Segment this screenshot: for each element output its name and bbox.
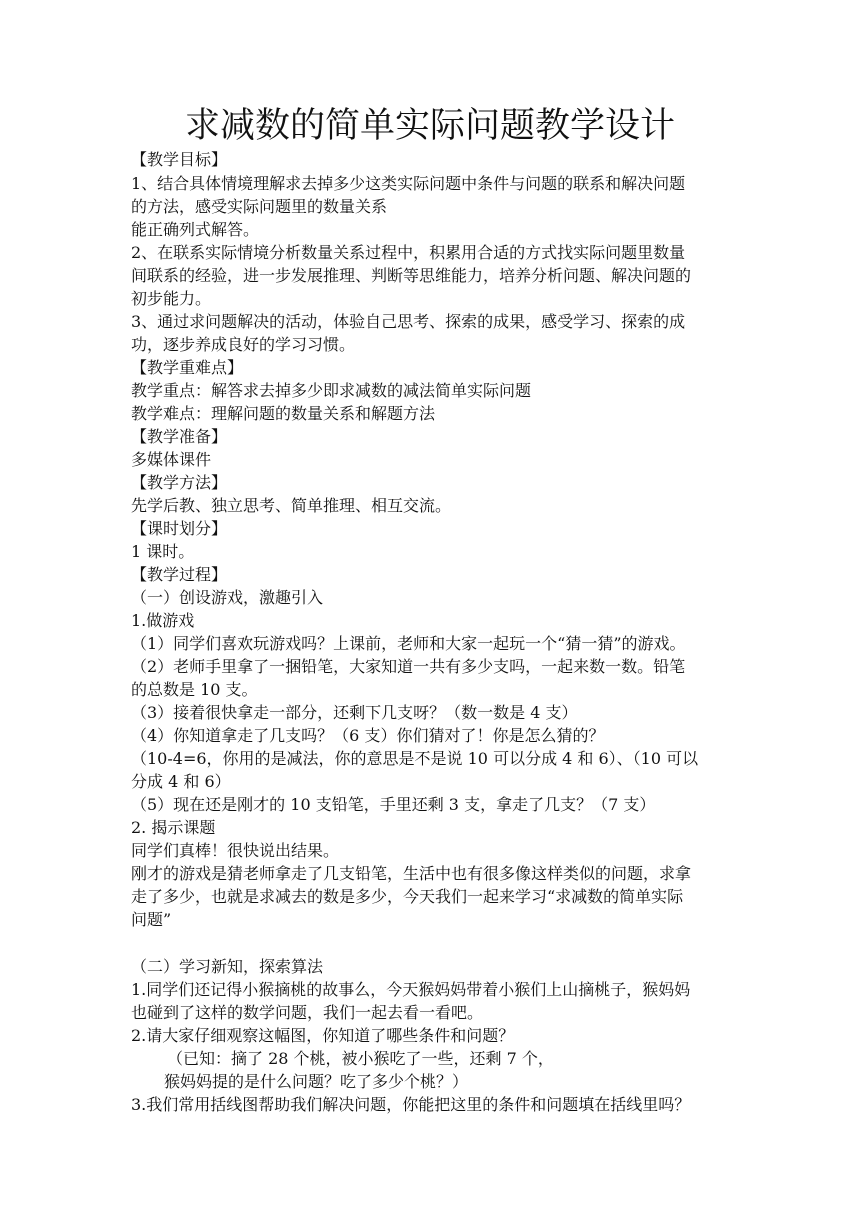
text-line: 1、结合具体情境理解求去掉多少这类实际问题中条件与问题的联系和解决问题 — [131, 174, 686, 193]
section-heading-preparation: 【教学准备】 — [131, 427, 228, 446]
subsection-heading: （二）学习新知，探索算法 — [131, 957, 324, 976]
text-line: 功，逐步养成良好的学习习惯。 — [131, 335, 356, 354]
text-line: 分成 4 和 6） — [131, 772, 231, 791]
text-line: 刚才的游戏是猜老师拿走了几支铅笔，生活中也有很多像这样类似的问题，求拿 — [131, 864, 692, 883]
text-line: 教学重点：解答求去掉多少即求减数的减法简单实际问题 — [131, 381, 532, 400]
text-line: 教学难点：理解问题的数量关系和解题方法 — [131, 404, 436, 423]
text-line: 1.做游戏 — [131, 611, 195, 630]
section-heading-objectives: 【教学目标】 — [131, 150, 228, 169]
text-line: 多媒体课件 — [131, 450, 212, 469]
text-line: 间联系的经验，进一步发展推理、判断等思维能力，培养分析问题、解决问题的 — [131, 266, 692, 285]
section-heading-process: 【教学过程】 — [131, 565, 228, 584]
text-line: （1）同学们喜欢玩游戏吗？上课前，老师和大家一起玩一个“猜一猜”的游戏。 — [131, 634, 686, 653]
text-line: 2、在联系实际情境分析数量关系过程中，积累用合适的方式找实际问题里数量 — [131, 243, 686, 262]
text-line: 初步能力。 — [131, 289, 212, 308]
text-line: 的方法，感受实际问题里的数量关系 — [131, 197, 388, 216]
text-line: 也碰到了这样的数学问题，我们一起去看一看吧。 — [131, 1003, 484, 1022]
section-heading-methods: 【教学方法】 — [131, 473, 228, 492]
text-line: 3、通过求问题解决的活动，体验自己思考、探索的成果，感受学习、探索的成 — [131, 312, 686, 331]
text-line: （4）你知道拿走了几支吗？（6 支）你们猜对了！你是怎么猜的？ — [131, 726, 605, 745]
text-line: 同学们真棒！很快说出结果。 — [131, 841, 340, 860]
section-heading-key-points: 【教学重难点】 — [131, 358, 244, 377]
text-line: （10-4=6，你用的是减法，你的意思是不是说 10 可以分成 4 和 6）、（10 可以 — [131, 749, 699, 768]
text-line: 走了多少，也就是求减去的数是多少，今天我们一起来学习“求减数的简单实际 — [131, 887, 684, 906]
text-line: 问题” — [131, 910, 172, 929]
text-line: 猴妈妈提的是什么问题？吃了多少个桃？） — [164, 1072, 469, 1091]
text-line: 2.请大家仔细观察这幅图，你知道了哪些条件和问题？ — [131, 1026, 515, 1045]
text-line: （2）老师手里拿了一捆铅笔，大家知道一共有多少支吗，一起来数一数。铅笔 — [131, 657, 686, 676]
document-title: 求减数的简单实际问题教学设计 — [184, 106, 675, 146]
text-line: 2. 揭示课题 — [131, 818, 216, 837]
text-line: （5）现在还是刚才的 10 支铅笔，手里还剩 3 支，拿走了几支？（7 支） — [131, 795, 656, 814]
text-line: （已知：摘了 28 个桃，被小猴吃了一些，还剩 7 个， — [167, 1049, 554, 1068]
text-line: 1 课时。 — [131, 542, 195, 561]
text-line: 先学后教、独立思考、简单推理、相互交流。 — [131, 496, 452, 515]
subsection-heading: （一）创设游戏，激趣引入 — [131, 588, 324, 607]
text-line: 3.我们常用括线图帮助我们解决问题，你能把这里的条件和问题填在括线里吗？ — [131, 1095, 691, 1114]
text-line: 能正确列式解答。 — [131, 220, 260, 239]
section-heading-periods: 【课时划分】 — [131, 519, 228, 538]
text-line: （3）接着很快拿走一部分，还剩下几支呀？（数一数是 4 支） — [131, 703, 578, 722]
text-line: 的总数是 10 支。 — [131, 680, 258, 699]
text-line: 1.同学们还记得小猴摘桃的故事么，今天猴妈妈带着小猴们上山摘桃子，猴妈妈 — [131, 980, 691, 999]
